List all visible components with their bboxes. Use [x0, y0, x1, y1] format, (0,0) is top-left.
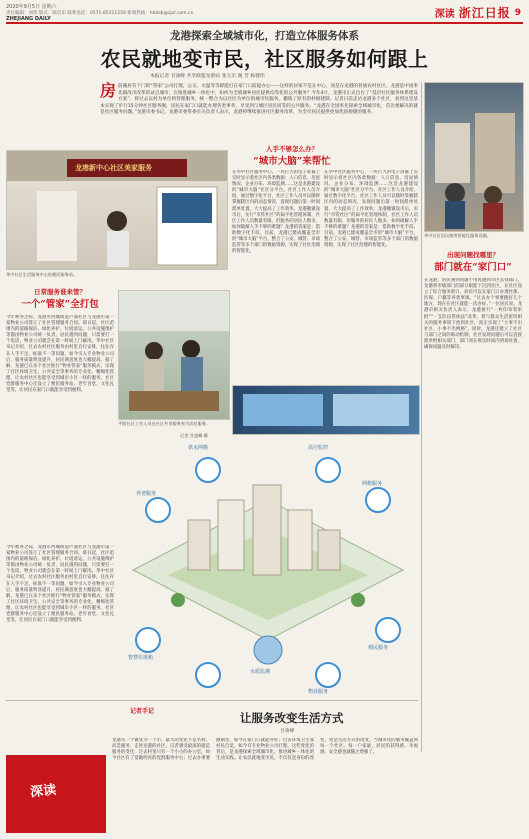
- masthead: [435, 4, 521, 21]
- story-headline: 农民就地变市民，社区服务如何跟上: [100, 47, 429, 71]
- infographic-label-4: 网格服务: [362, 481, 383, 487]
- column-divider: [421, 82, 422, 752]
- section-daily-service-body-cont: 今年秋冬之际，龙港市西城街道芦浦社区与龙港市第一家物业公司签订了社区管理服务合同。即日起，社区范围内的道路保洁、绿化养护、垃圾清运、公共设施维护等都由物业公司统一负责，居民遇到问题，只需要打一个电话，物业公司就会在第一时间上门解决。华中社区书记介绍，过去农村社区服务由村里自行安排，往往存在人手不足、标准不一等问题，如今引入专业物业公司后，服务质量明显提升，居民满意度也大幅提高。据了解，龙港已在多个社区推行“物业管家”服务模式，实现了社区环境卫生、公共安全等事务的专业化、精细化管理，让农村社区也能享受到城市小区一样的服务。社区党群服务中心还设立了便民服务站、老年食堂、文化礼堂等，让居民在家门口就能享受到便利。: [6, 545, 114, 624]
- story-kicker: 龙港探索全域城市化，打造立体服务体系: [170, 30, 359, 42]
- section-city-brain-body-cont: 在华中社区服务中心，一块巨大的电子屏幕上实时显示着社区内各类数据：人口信息、房屋情况、企业分布、环境监测……这是龙港建设的“城市大脑”社区分平台。社区工作人员介绍，通过数字化平台，社区工作人员可以随时掌握辖区内的动态情况，发现问题后第一时间派单处置，大大提高了工作效率。龙港撤镇设市后，实行“市管社区”的扁平化管理体制，社区工作人员数量有限，但服务的居民人数多，如何破解人手不够的难题？龙港的答案是：借助数字化手段。目前，龙港已建成覆盖全市的“城市大脑”平台，整合了公安、城管、市场监管等多个部门的数据资源，实现了社区治理的智能化。: [324, 170, 418, 249]
- header-rule: [6, 22, 523, 24]
- photo-service-station-caption: 华中社区生活服务中心的便民服务站。: [6, 272, 78, 277]
- section-city-brain-sub: 人手不够怎么办？: [266, 145, 318, 153]
- section-city-brain-body: 在华中社区服务中心，一块巨大的电子屏幕上实时显示着社区内各类数据：人口信息、房屋情况、企业分布、环境监测……这是龙港建设的“城市大脑”社区分平台。社区工作人员介绍，通过数字化平台，社区工作人员可以随时掌握辖区内的动态情况，发现问题后第一时间派单处置，大大提高了工作效率。龙港撤镇设市后，实行“市管社区”的扁平化管理体制，社区工作人员数量有限，但服务的居民人数多，如何破解人手不够的难题？龙港的答案是：借助数字化手段。目前，龙港已建成覆盖全市的“城市大脑”平台，整合了公安、城管、市场监管等多个部门的数据资源，实现了社区治理的智能化。: [232, 170, 320, 255]
- right-photo: [424, 82, 524, 232]
- story-byline: 本报记者 甘凌峰 共享联盟龙港站 张玉宏 谢 芳 杨德伟: [150, 74, 265, 79]
- commentary-title: 让服务改变生活方式: [240, 711, 344, 725]
- section-department-sub: 出现问题找哪里？: [447, 251, 499, 259]
- community-screen-illustration: [233, 386, 419, 434]
- infographic-label-3: 养老服务: [136, 491, 157, 497]
- section-department-body: 在龙港，居民遇到问题不用再跑到市区去找部门。龙港将市级部门的部分职能下沉到社区，在社区设立了综合服务窗口，居民可以在家门口办理社保、医保、户籍等各类事项。“过去办个事要跑好几个地方，现在在社区就能一次办好。”一位居民说。龙港市相关负责人表示，龙港推行“一枚印章管审批”“一支队伍管执法”改革，将与群众生活密切相关的服务事项下放到社区，真正实现了“大事不出社区、小事不出网格”。同时，龙港还建立了社区与部门之间的联动机制，社区发现问题后可以直接派单给相关部门，部门须在规定时间内到场处置，确保问题及时解决。: [424, 278, 522, 351]
- deep-read-logo: 深读: [29, 782, 57, 801]
- community-infographic: [118, 440, 418, 702]
- section-department-heading: [424, 250, 522, 273]
- right-photo-caption: 华中社区居民使用智能化服务设施。: [424, 233, 492, 238]
- editor-info: 责任编辑：刘伟 版式：陈启东 联系电话：0571-85311259 新闻热线：hbdsb@zjol.com.cn: [6, 11, 194, 16]
- section-city-brain-main: “城市大脑”来帮忙: [253, 156, 331, 167]
- paper-brand-en: ZHEJIANG DAILY: [6, 16, 51, 22]
- photo-shared-room-caption: 平阳社区工作人员在社区共享服务室为居民服务。: [118, 421, 211, 426]
- section-city-brain-heading: [232, 144, 352, 167]
- infographic-label-8: 物业服务: [308, 689, 329, 695]
- section-daily-service-sub: 日常服务谁来管？: [34, 288, 86, 296]
- commentary-body: 龙港从一个镇变为一个市，最大的变化不是名称，而是服务。走进龙港的社区，记者感受最深的就是服务的变化：过去村里只有一个小小的办公室，如今社区有了宽敞明亮的党群服务中心；过去办事要跑镇里，如今在家门口就能办好；过去环境卫生靠村民自觉，如今有专业物业公司打理。这些变化的背后，是龙港探索全域城市化、推进城乡一体化的生动实践。让农民就地变市民，不仅仅是身份的改变，更是生活方式的改变。当城市化的服务覆盖到每一个社区、每一户家庭，居民的获得感、幸福感、安全感也就随之增强了。: [112, 738, 418, 762]
- infographic-label-2: 供水网格: [188, 445, 209, 451]
- commentary-byline: 甘凌峰: [280, 729, 295, 734]
- issue-date: 2020年9月5日 星期六: [6, 4, 57, 10]
- infographic-label-7: 便民服务: [368, 645, 389, 651]
- infographic-label-5: 智慧垃圾箱: [128, 655, 154, 661]
- dropcap: 房: [100, 81, 117, 100]
- reporter-note-tag: 记者手记: [130, 708, 155, 715]
- section-daily-service-main: 一个“管家”全打包: [21, 299, 99, 310]
- photo-community-screen: [232, 385, 420, 435]
- shared-room-illustration: [119, 291, 229, 419]
- bottom-divider: [6, 700, 418, 701]
- lead-text: 前溪居有个门的“管家”公司打理，公交、水温等等即能打在家门口前提办公——这样的居家不是在中心，而是在龙港的普通农村社区。龙港是中国率先镇改市改革的试点城市，在推进城乡一体化中，如何为全镇城乡居民提供均等化的公共服务？今年4月，龙港市正式出台了“基层社区服务体系建设方案”，将过去以村为单位的管理服务，统一整合为以社区为单位的城市化服务，撤销了原有的村级建制。记者日前走访龙港多个社区，看到这里基本实现了步行15分钟社区服务圈，居民在家门口就能办理各类事务，享受到与城区居民同等的公共服务。“龙港在全国率先探索全域城市化，首先要解决的就是社区服务问题。”龙港市委书记、龙港市委常委有关负责人表示，龙港将继续推进社区服务改革，为全市居民提供更加优质便捷的服务。: [100, 84, 418, 115]
- photo-credit: 记者 甘凌峰 摄: [180, 433, 208, 438]
- right-photo-illustration: [425, 83, 523, 231]
- photo-service-station: [6, 150, 228, 270]
- service-station-sign: 龙港新中心社区美家服务: [75, 164, 152, 172]
- story-lead: [100, 81, 418, 117]
- paper-name: 浙江日报: [458, 6, 511, 20]
- photo-shared-room: [118, 290, 230, 420]
- infographic-label-1: 高空监控: [308, 445, 329, 451]
- section-department-main: 部门就在“家门口”: [434, 262, 512, 273]
- section-daily-service-heading: [6, 287, 114, 310]
- page-number: 9: [514, 7, 521, 18]
- section-name: 深读: [434, 9, 455, 20]
- section-daily-service-body: 今年秋冬之际，龙港市西城街道芦浦社区与龙港市第一家物业公司签订了社区管理服务合同。即日起，社区范围内的道路保洁、绿化养护、垃圾清运、公共设施维护等都由物业公司统一负责，居民遇到问题，只需要打一个电话，物业公司就会在第一时间上门解决。华中社区书记介绍，过去农村社区服务由村里自行安排，往往存在人手不足、标准不一等问题，如今引入专业物业公司后，服务质量明显提升，居民满意度也大幅提高。据了解，龙港已在多个社区推行“物业管家”服务模式，实现了社区环境卫生、公共安全等事务的专业化、精细化管理，让农村社区也能享受到城市小区一样的服务。社区党群服务中心还设立了便民服务站、老年食堂、文化礼堂等，让居民在家门口就能享受到便利。: [6, 315, 114, 394]
- infographic-label-6: 水质监测: [250, 669, 271, 675]
